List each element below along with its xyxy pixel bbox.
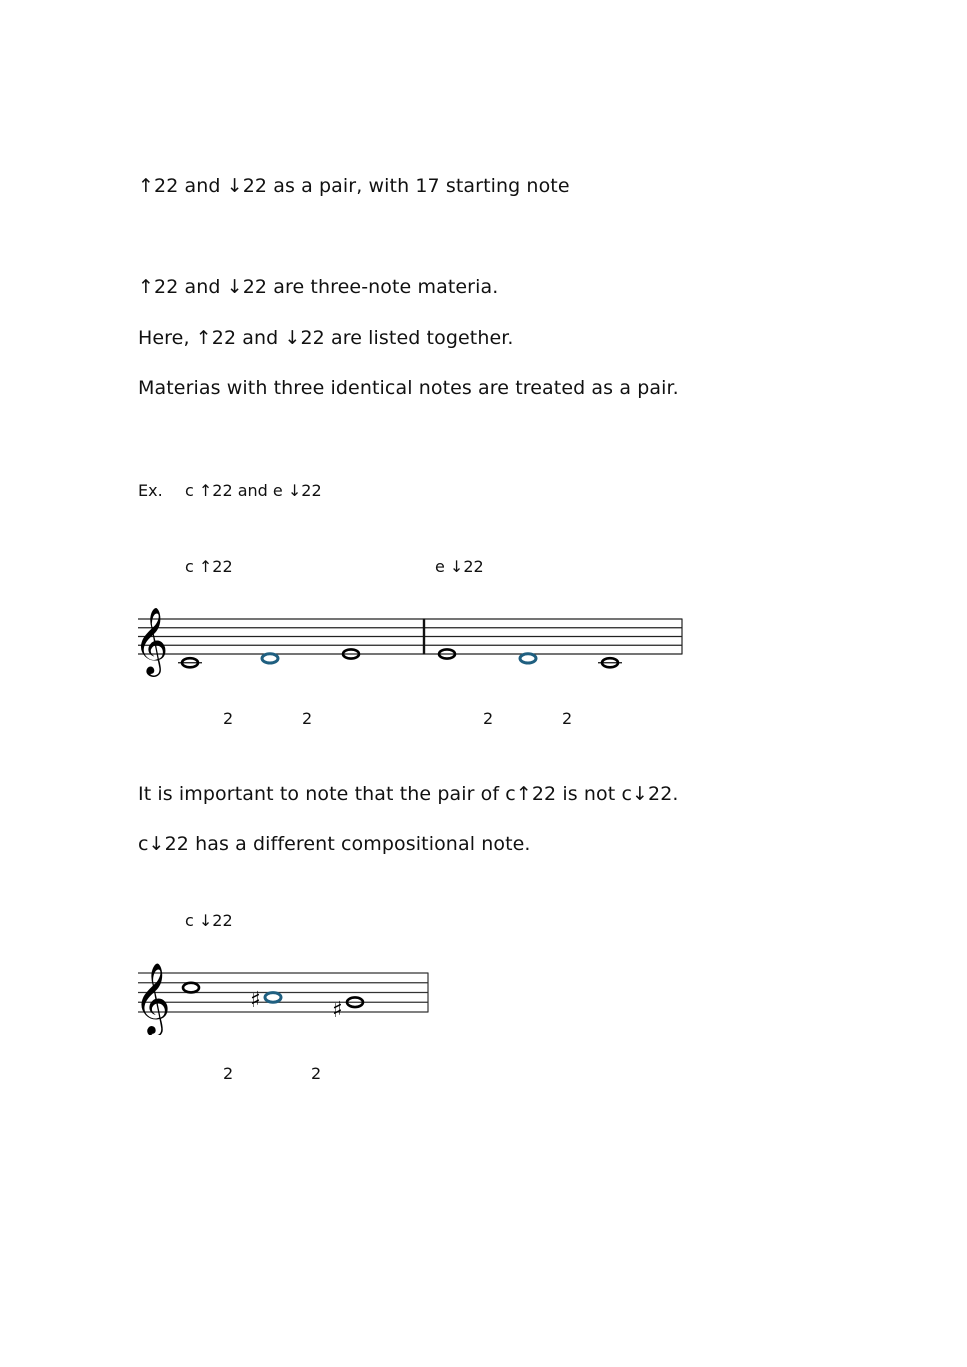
interval-number: 2	[311, 1064, 322, 1083]
heading: ↑22 and ↓22 as a pair, with 17 starting note	[138, 175, 570, 197]
note-a-sharp-4	[265, 993, 281, 1003]
staff-label-c-down: c ↓22	[185, 911, 233, 930]
paragraph-treated-as-pair: Materias with three identical notes are treated as a pair.	[138, 377, 679, 399]
interval-number: 2	[223, 1064, 234, 1083]
note-d4	[520, 654, 536, 663]
music-staff-c-down	[0, 945, 450, 1035]
example-label: Ex.	[138, 481, 163, 500]
music-staff-example	[0, 590, 700, 680]
example-title: c ↑22 and e ↓22	[185, 481, 322, 500]
sharp-icon: ♯	[250, 988, 261, 1013]
note-c5	[183, 983, 199, 993]
note-d4	[262, 654, 278, 663]
interval-number: 2	[562, 709, 573, 728]
paragraph-different-note: c↓22 has a different compositional note.	[138, 833, 531, 855]
paragraph-listed-together: Here, ↑22 and ↓22 are listed together.	[138, 327, 514, 349]
paragraph-three-note: ↑22 and ↓22 are three-note materia.	[138, 276, 499, 298]
staff-label-c-up: c ↑22	[185, 557, 233, 576]
sharp-icon: ♯	[332, 998, 343, 1023]
interval-number: 2	[302, 709, 313, 728]
staff-label-e-down: e ↓22	[435, 557, 484, 576]
treble-clef-icon: 𝄞	[134, 961, 171, 1034]
interval-number: 2	[223, 709, 234, 728]
paragraph-important-note: It is important to note that the pair of c↑22 is not c↓22.	[138, 783, 679, 805]
interval-number: 2	[483, 709, 494, 728]
treble-clef-icon: 𝄞	[134, 606, 169, 674]
